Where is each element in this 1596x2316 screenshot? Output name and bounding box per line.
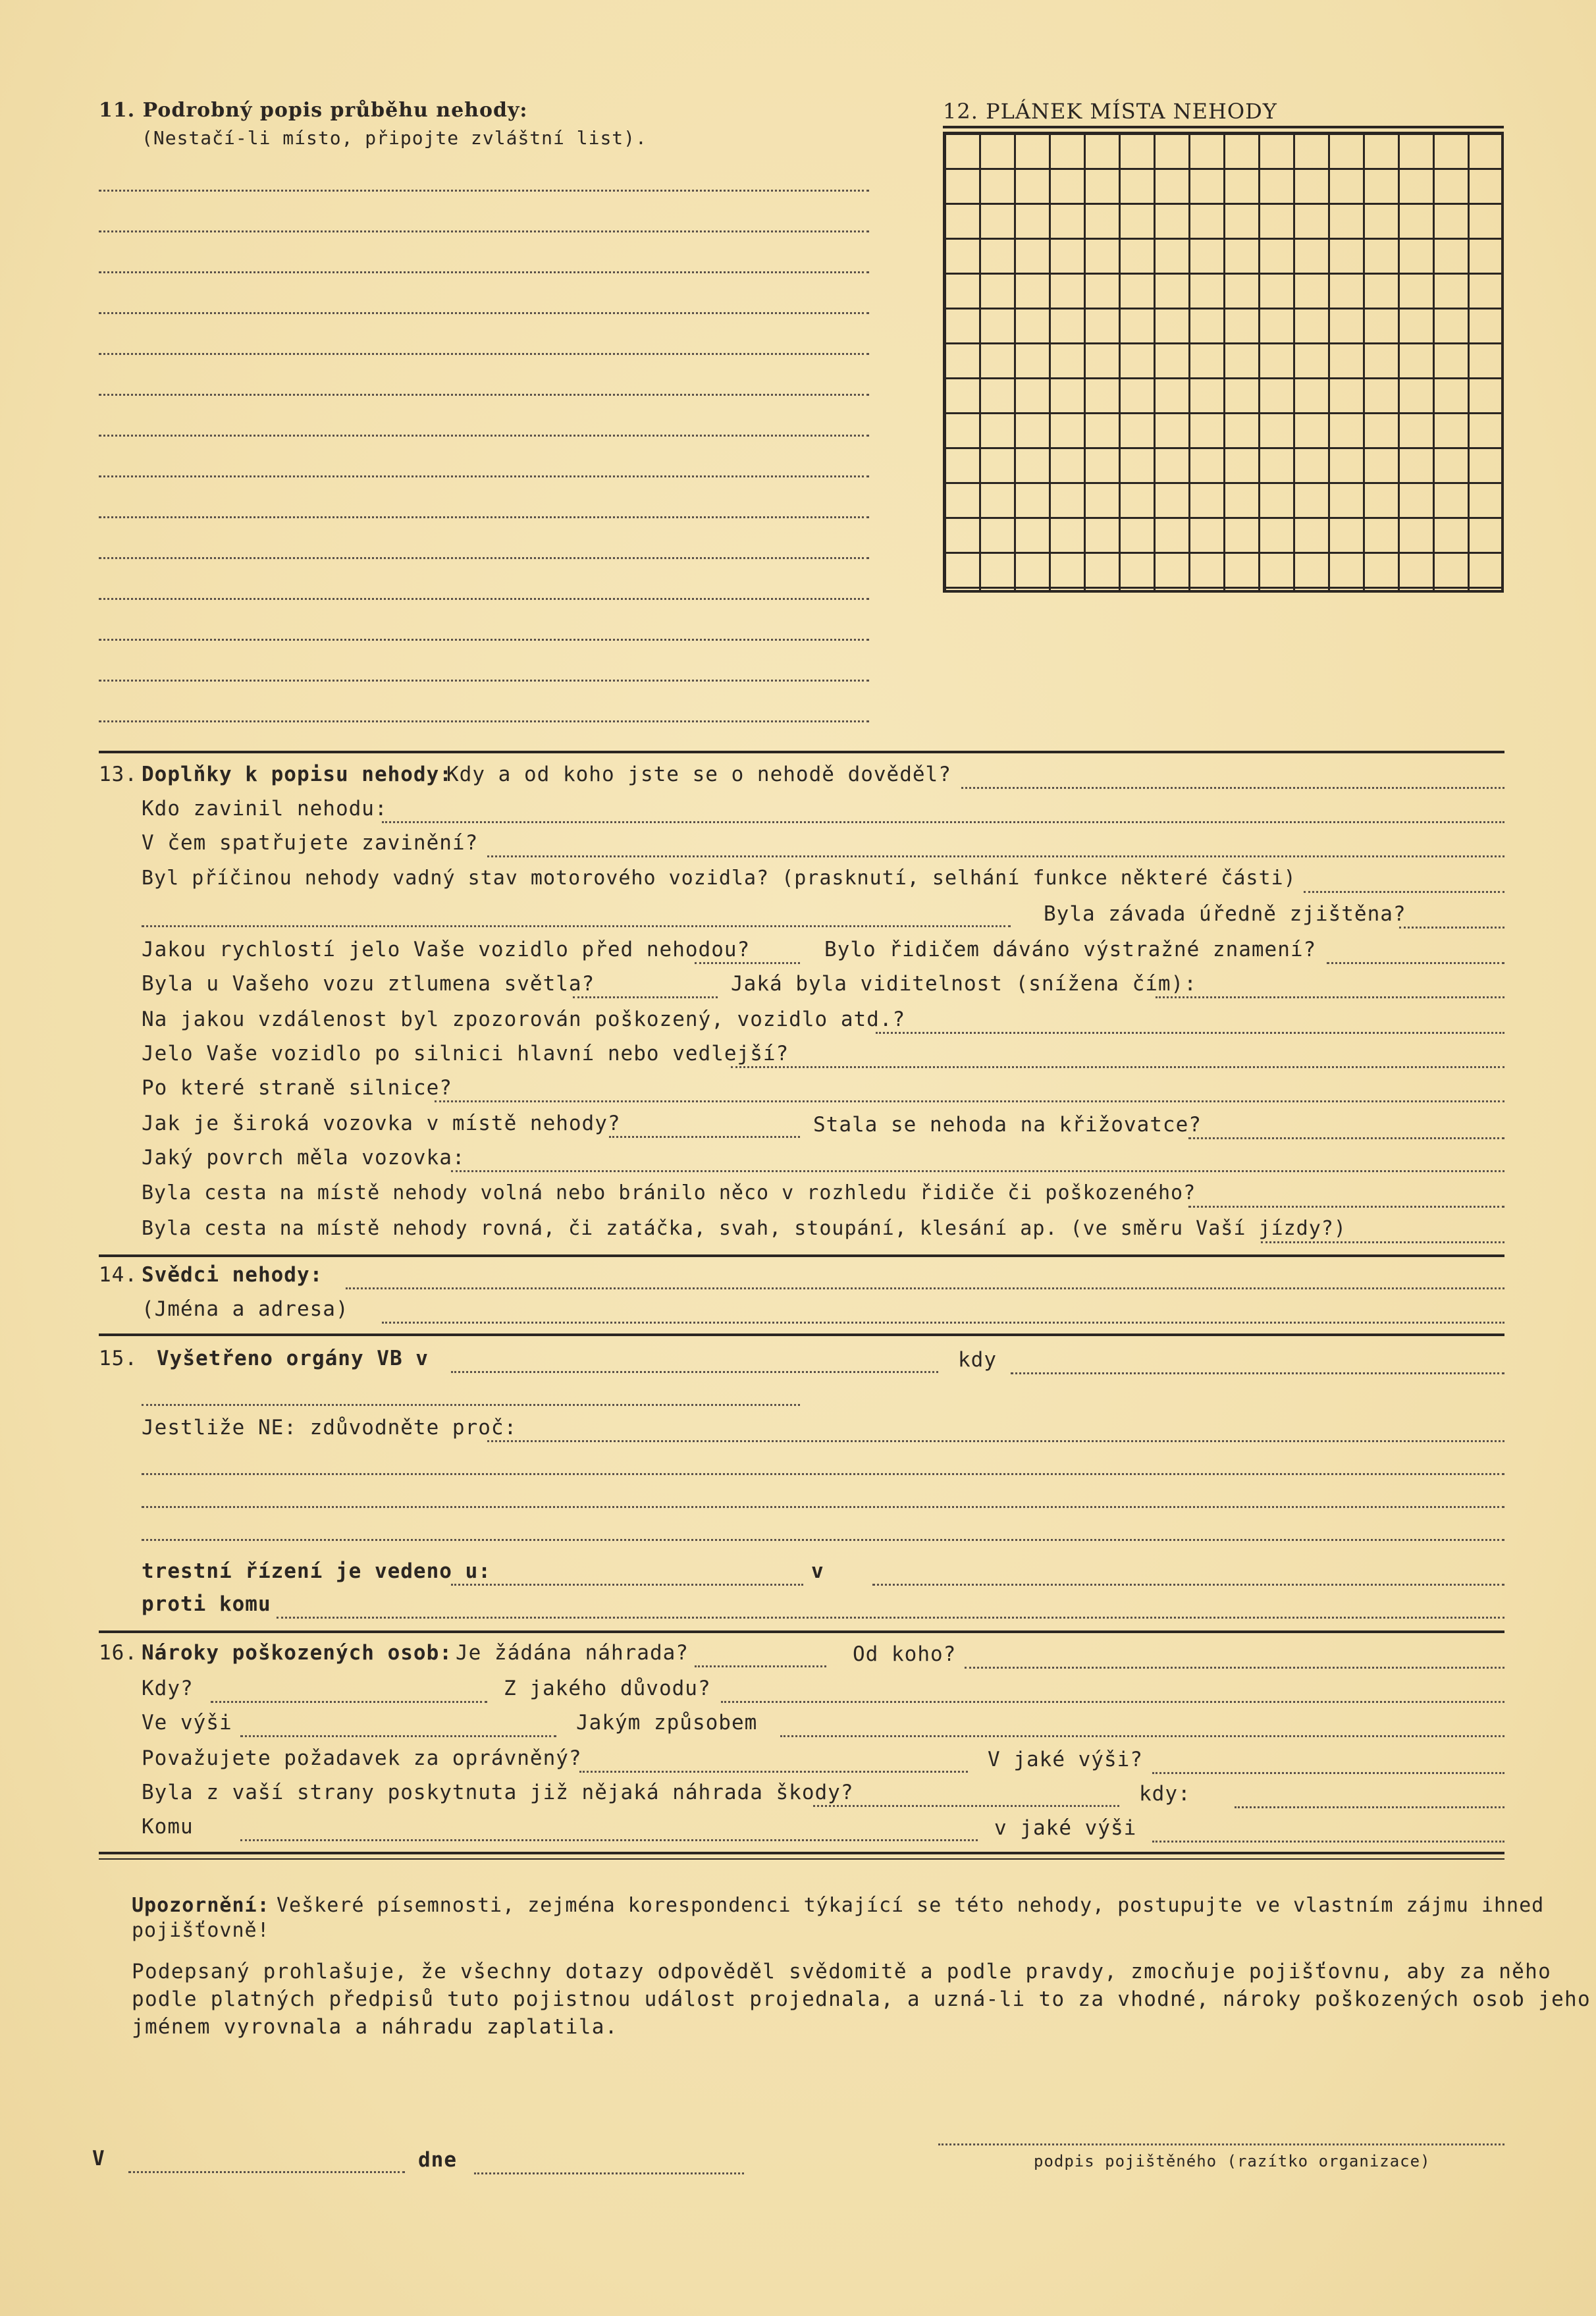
q-how-much: V jaké výši? — [988, 1748, 1143, 1771]
answer-visibility[interactable] — [1156, 996, 1504, 998]
answer-whom-amount[interactable] — [1152, 1841, 1504, 1843]
divider — [99, 1254, 1504, 1257]
section-14-note: (Jména a adresa) — [142, 1297, 349, 1321]
q-amount: Ve výši — [142, 1711, 232, 1735]
answer-investigated-where[interactable] — [451, 1371, 938, 1373]
q-paid: Byla z vaší strany poskytnuta již nějaká náhrada škody? — [142, 1781, 854, 1804]
answer-warning[interactable] — [1327, 962, 1504, 964]
section-11-title: 11. Podrobný popis průběhu nehody: — [99, 99, 528, 122]
q-crossing: Stala se nehoda na křižovatce? — [813, 1113, 1202, 1137]
answer-when-claim[interactable] — [211, 1701, 487, 1703]
q-reason: Z jakého důvodu? — [504, 1677, 711, 1700]
q-distance: Na jakou vzdálenost byl zpozorován poškozený, vozidlo atd.? — [142, 1008, 906, 1031]
plan-grid-top — [943, 126, 1504, 128]
answer-from[interactable] — [965, 1667, 1504, 1669]
q-whom-amount: v jaké výši — [994, 1816, 1137, 1840]
q-culprit: Kdo zavinil nehodu: — [142, 797, 388, 821]
section-14-title: Svědci nehody: — [142, 1263, 323, 1287]
footer-place-label: V — [92, 2147, 105, 2170]
divider — [99, 1852, 1504, 1854]
q-claimed: Je žádána náhrada? — [456, 1641, 689, 1665]
q-lights: Byla u Vašeho vozu ztlumena světla? — [142, 972, 595, 996]
q-clear-view: Byla cesta na místě nehody volná nebo bránilo něco v rozhledu řidiče či poškozeného? — [142, 1181, 1196, 1204]
q-width: Jak je široká vozovka v místě nehody? — [142, 1112, 621, 1135]
q-manner: Jakým způsobem — [576, 1711, 758, 1735]
q-when-claim: Kdy? — [142, 1677, 194, 1700]
answer-paid[interactable] — [813, 1805, 1119, 1807]
section-13-number: 13. — [99, 763, 138, 786]
answer-witnesses[interactable] — [346, 1287, 1504, 1289]
answer-when-learned[interactable] — [961, 787, 1504, 789]
answer-paid-when[interactable] — [1235, 1806, 1504, 1808]
q-vehicle-defect: Byl příčinou nehody vadný stav motorového vozidla? (prasknutí, selhání funkce některé části) — [142, 867, 1296, 890]
divider — [99, 1333, 1504, 1336]
answer-culprit[interactable] — [382, 821, 1504, 823]
answer-surface[interactable] — [451, 1170, 1504, 1172]
answer-road-shape[interactable] — [1261, 1241, 1504, 1243]
notice-label: Upozornění: — [132, 1894, 270, 1917]
answer-crossing[interactable] — [1188, 1137, 1504, 1139]
answer-if-no-3[interactable] — [142, 1506, 1504, 1508]
answer-amount[interactable] — [240, 1735, 556, 1737]
q-side: Po které straně silnice? — [142, 1076, 452, 1100]
section-15-at: v — [811, 1559, 824, 1583]
q-justified: Považujete požadavek za oprávněný? — [142, 1746, 582, 1770]
section-13-title: Doplňky k popisu nehody: — [142, 763, 452, 786]
section-15-when: kdy — [958, 1348, 997, 1372]
answer-speed[interactable] — [695, 962, 800, 964]
answer-investigated-extra[interactable] — [142, 1404, 800, 1406]
answer-investigated-when[interactable] — [1011, 1372, 1504, 1374]
answer-width[interactable] — [609, 1136, 800, 1138]
section-14-number: 14. — [99, 1263, 138, 1287]
footer-date-label: dne — [418, 2148, 457, 2172]
q-warning: Bylo řidičem dáváno výstražné znamení? — [824, 938, 1317, 961]
answer-if-no-4[interactable] — [142, 1539, 1504, 1541]
footer-date-field[interactable] — [474, 2172, 744, 2174]
answer-how-much[interactable] — [1152, 1772, 1504, 1774]
footer-place-field[interactable] — [128, 2171, 405, 2173]
notice-text: Veškeré písemnosti, zejména korespondenci týkající se této nehody, postupujte ve vlastním zájmu ihned — [277, 1894, 1545, 1917]
answer-criminal-place[interactable] — [872, 1584, 1504, 1586]
declaration-line-3: jménem vyrovnala a náhradu zaplatila. — [132, 2015, 618, 2039]
answer-fault[interactable] — [487, 855, 1504, 857]
signature-line[interactable] — [938, 2143, 1504, 2145]
section-15-number: 15. — [99, 1347, 138, 1370]
q-from: Od koho? — [853, 1642, 957, 1666]
answer-side[interactable] — [435, 1100, 1504, 1102]
answer-claimed[interactable] — [695, 1665, 826, 1667]
accident-plan-grid[interactable] — [943, 132, 1504, 593]
answer-reason[interactable] — [721, 1701, 1504, 1703]
q-whom: Komu — [142, 1815, 194, 1839]
answer-vehicle-defect-2[interactable] — [142, 925, 1011, 927]
q-if-no: Jestliže NE: zdůvodněte proč: — [142, 1416, 518, 1440]
q-road: Jelo Vaše vozidlo po silnici hlavní nebo vedlejší? — [142, 1042, 789, 1065]
q-defect-official: Byla závada úředně zjištěna? — [1044, 902, 1406, 926]
q-paid-when: kdy: — [1139, 1782, 1191, 1806]
section-12-title: 12. PLÁNEK MÍSTA NEHODY — [943, 99, 1277, 124]
declaration-line-2: podle platných předpisů tuto pojistnou událost projednala, a uzná-li to za vhodné, nároky poškozených osob jeho — [132, 1987, 1591, 2011]
answer-witness-names[interactable] — [382, 1322, 1504, 1324]
section-11-note: (Nestačí-li místo, připojte zvláštní list). — [142, 127, 647, 149]
section-15-title: Vyšetřeno orgány VB v — [157, 1347, 429, 1370]
q-surface: Jaký povrch měla vozovka: — [142, 1146, 466, 1170]
answer-justified[interactable] — [579, 1771, 968, 1773]
answer-if-no-2[interactable] — [142, 1473, 1504, 1475]
section-16-title: Nároky poškozených osob: — [142, 1641, 452, 1665]
divider — [99, 751, 1504, 753]
q-speed: Jakou rychlostí jelo Vaše vozidlo před nehodou? — [142, 938, 751, 961]
answer-distance[interactable] — [876, 1032, 1504, 1034]
divider-thin — [99, 1858, 1504, 1860]
answer-clear-view[interactable] — [1188, 1206, 1504, 1208]
q-visibility: Jaká byla viditelnost (snížena čím): — [731, 972, 1197, 996]
section-16-number: 16. — [99, 1641, 138, 1665]
answer-manner[interactable] — [780, 1735, 1504, 1737]
signature-caption: podpis pojištěného (razítko organizace) — [1034, 2152, 1431, 2170]
q-against: proti komu — [142, 1592, 271, 1616]
q-fault: V čem spatřujete zavinění? — [142, 831, 479, 855]
q-when-learned: Kdy a od koho jste se o nehodě dověděl? — [446, 763, 951, 786]
q-road-shape: Byla cesta na místě nehody rovná, či zatáčka, svah, stoupání, klesání ap. (ve směru Vaší jízdy?) — [142, 1217, 1346, 1240]
answer-if-no[interactable] — [487, 1440, 1504, 1442]
answer-against[interactable] — [277, 1617, 1504, 1619]
q-criminal: trestní řízení je vedeno u: — [142, 1559, 491, 1583]
divider — [99, 1630, 1504, 1633]
declaration-line-1: Podepsaný prohlašuje, že všechny dotazy odpověděl svědomitě a podle pravdy, zmocňuje pojišťovnu, aby za něho — [132, 1960, 1552, 1983]
answer-lights[interactable] — [573, 996, 718, 998]
answer-whom[interactable] — [240, 1839, 978, 1841]
answer-criminal[interactable] — [451, 1584, 803, 1586]
answer-vehicle-defect[interactable] — [1304, 891, 1504, 893]
answer-road[interactable] — [731, 1066, 1504, 1068]
answer-defect-official[interactable] — [1399, 927, 1504, 929]
notice-text-2: pojišťovně! — [132, 1919, 270, 1942]
